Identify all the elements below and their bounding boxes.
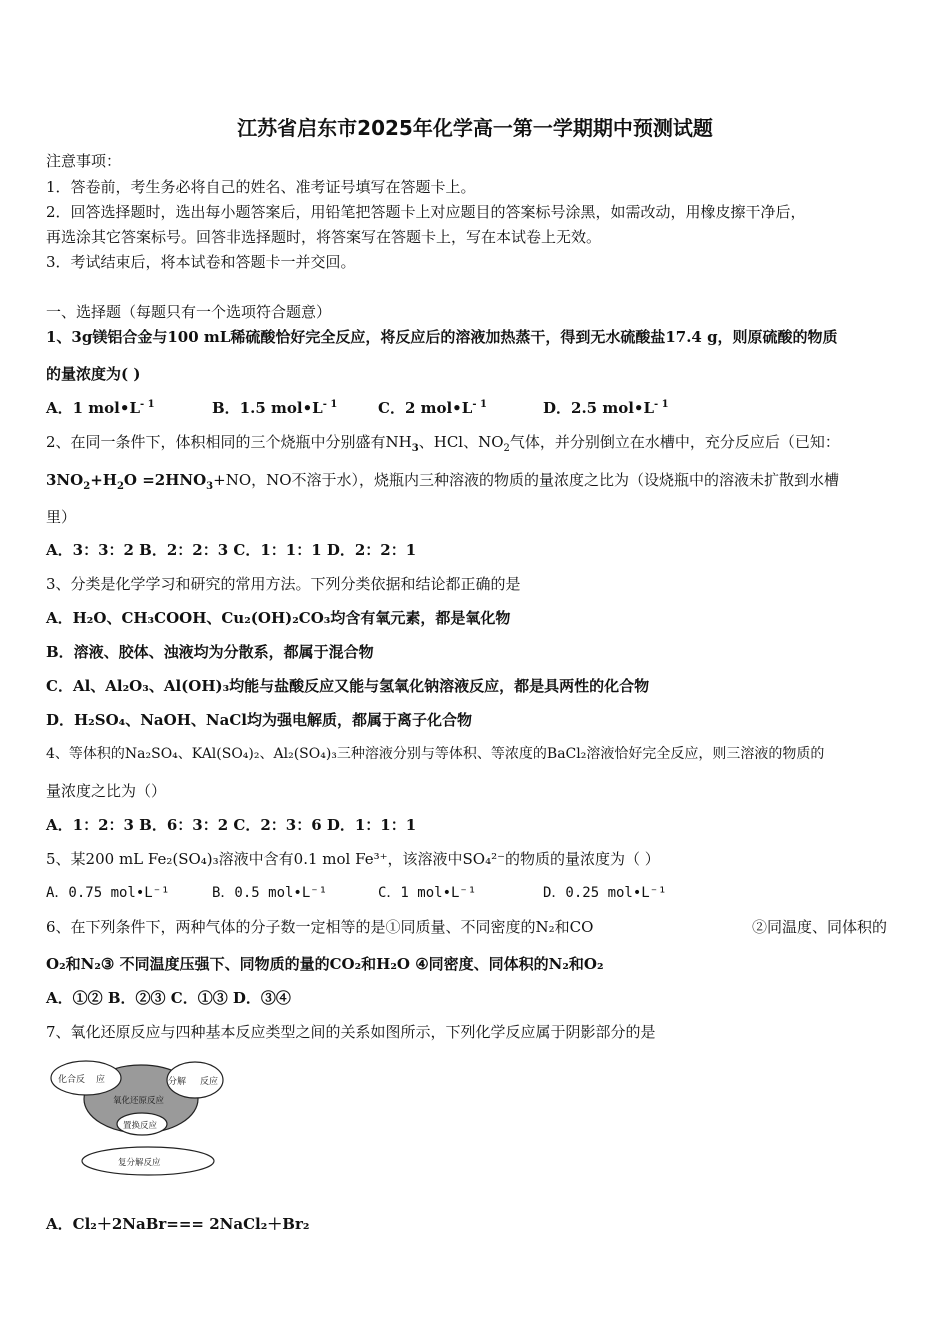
notice-item-1: 1．答卷前，考生务必将自己的姓名、准考证号填写在答题卡上。: [46, 178, 476, 196]
q3-stem: 3、分类是化学学习和研究的常用方法。下列分类依据和结论都正确的是: [46, 575, 521, 593]
q1-option-b: B．1.5 $mol•L^{- 1}$: [212, 399, 338, 417]
q3-option-a: A．H₂O、CH₃COOH、Cu₂(OH)₂CO₃均含有氧元素，都是氧化物: [46, 609, 511, 627]
q6-options: A．①② B．②③ C．①③ D．③④: [46, 989, 291, 1007]
page-title: 江苏省启东市2025年化学高一第一学期期中预测试题: [237, 116, 713, 140]
notice-item-2: 2．回答选择题时，选出每小题答案后，用铅笔把答题卡上对应题目的答案标号涂黑，如需改动，用橡皮擦干净后，: [46, 203, 806, 221]
q1-option-a: A．1 $mol•L^{- 1}$: [46, 399, 155, 417]
q1-stem: 1、3g镁铝合金与100 mL稀硫酸恰好完全反应，将反应后的溶液加热蒸干，得到无水硫酸盐17.4 g，则原硫酸的物质: [46, 328, 838, 346]
q2-stem-end: 里）: [46, 508, 77, 526]
q5-option-d: D．0.25 mol•L⁻¹: [543, 885, 667, 901]
q2-stem-cont: $3NO_2+H_2O =2HNO_3+NO$，NO不溶于水），烧瓶内三种溶液的物质的量浓度之比为（设烧瓶中的溶液未扩散到水槽: [46, 471, 840, 492]
q5-option-b: B．0.5 mol•L⁻¹: [212, 885, 328, 901]
notice-item-2-cont: 再选涂其它答案标号。回答非选择题时，将答案写在答题卡上，写在本试卷上无效。: [46, 228, 602, 246]
label-combination-2: 应: [96, 1075, 106, 1085]
section-heading: 一、选择题（每题只有一个选项符合题意）: [46, 303, 332, 321]
q3-option-b: B．溶液、胶体、浊液均为分散系，都属于混合物: [46, 643, 374, 661]
reaction-type-venn-diagram: [46, 1052, 226, 1182]
q4-stem-cont: 量浓度之比为（）: [46, 782, 167, 800]
label-displacement: 置换反应: [123, 1121, 158, 1131]
label-redox: 氧化还原反应: [113, 1096, 165, 1106]
q5-option-c: C．1 mol•L⁻¹: [378, 885, 477, 901]
q3-option-d: D．H₂SO₄、NaOH、NaCl均为强电解质，都属于离子化合物: [46, 711, 472, 729]
q4-options: A．1：2：3 B．6：3：2 C．2：3：6 D．1：1：1: [46, 816, 417, 834]
notice-header: 注意事项：: [46, 152, 122, 170]
q7-option-a: A．Cl₂＋2NaBr=== 2NaCl₂＋Br₂: [46, 1215, 310, 1233]
q1-option-d: D．2.5 $mol•L^{- 1}$: [543, 399, 669, 417]
q5-option-a: A．0.75 mol•L⁻¹: [46, 885, 170, 901]
q2-options: A．3：3：2 B．2：2：3 C．1：1：1 D．2：2：1: [46, 541, 417, 559]
q4-stem: 4、等体积的Na₂SO₄、KAl(SO₄)₂、Al₂(SO₄)₃三种溶液分别与等体积、等浓度的BaCl₂溶液恰好完全反应，则三溶液的物质的: [46, 746, 825, 762]
q6-stem-part2: ②同温度、同体积的: [752, 918, 888, 936]
q3-option-c: C．Al、Al₂O₃、Al(OH)₃均能与盐酸反应又能与氢氧化钠溶液反应，都是具两性的化合物: [46, 677, 650, 695]
q1-option-c: C．2 $mol•L^{- 1}$: [378, 399, 487, 417]
q2-stem: 2、在同一条件下，体积相同的三个烧瓶中分别盛有$NH_3$、HCl、$NO_2$气体，并分别倒立在水槽中，充分反应后（已知：: [46, 433, 840, 454]
label-decomposition-2: 反应: [200, 1077, 219, 1087]
q6-stem: 6、在下列条件下，两种气体的分子数一定相等的是①同质量、不同密度的N₂和CO: [46, 918, 594, 936]
notice-item-3: 3．考试结束后，将本试卷和答题卡一并交回。: [46, 253, 356, 271]
label-combination: 化合反: [58, 1075, 86, 1085]
q1-stem-cont: 的量浓度为( ): [46, 365, 141, 383]
q6-stem-cont: O₂和N₂③ 不同温度压强下、同物质的量的CO₂和H₂O ④同密度、同体积的N₂和O₂: [46, 955, 604, 973]
q5-stem: 5、某200 mL Fe₂(SO₄)₃溶液中含有0.1 mol Fe³⁺，该溶液中SO₄²⁻的物质的量浓度为（ ）: [46, 850, 660, 868]
label-decomposition: 分解: [168, 1077, 187, 1087]
label-double-decomposition: 复分解反应: [118, 1158, 161, 1168]
q7-stem: 7、氧化还原反应与四种基本反应类型之间的关系如图所示，下列化学反应属于阴影部分的是: [46, 1023, 656, 1041]
